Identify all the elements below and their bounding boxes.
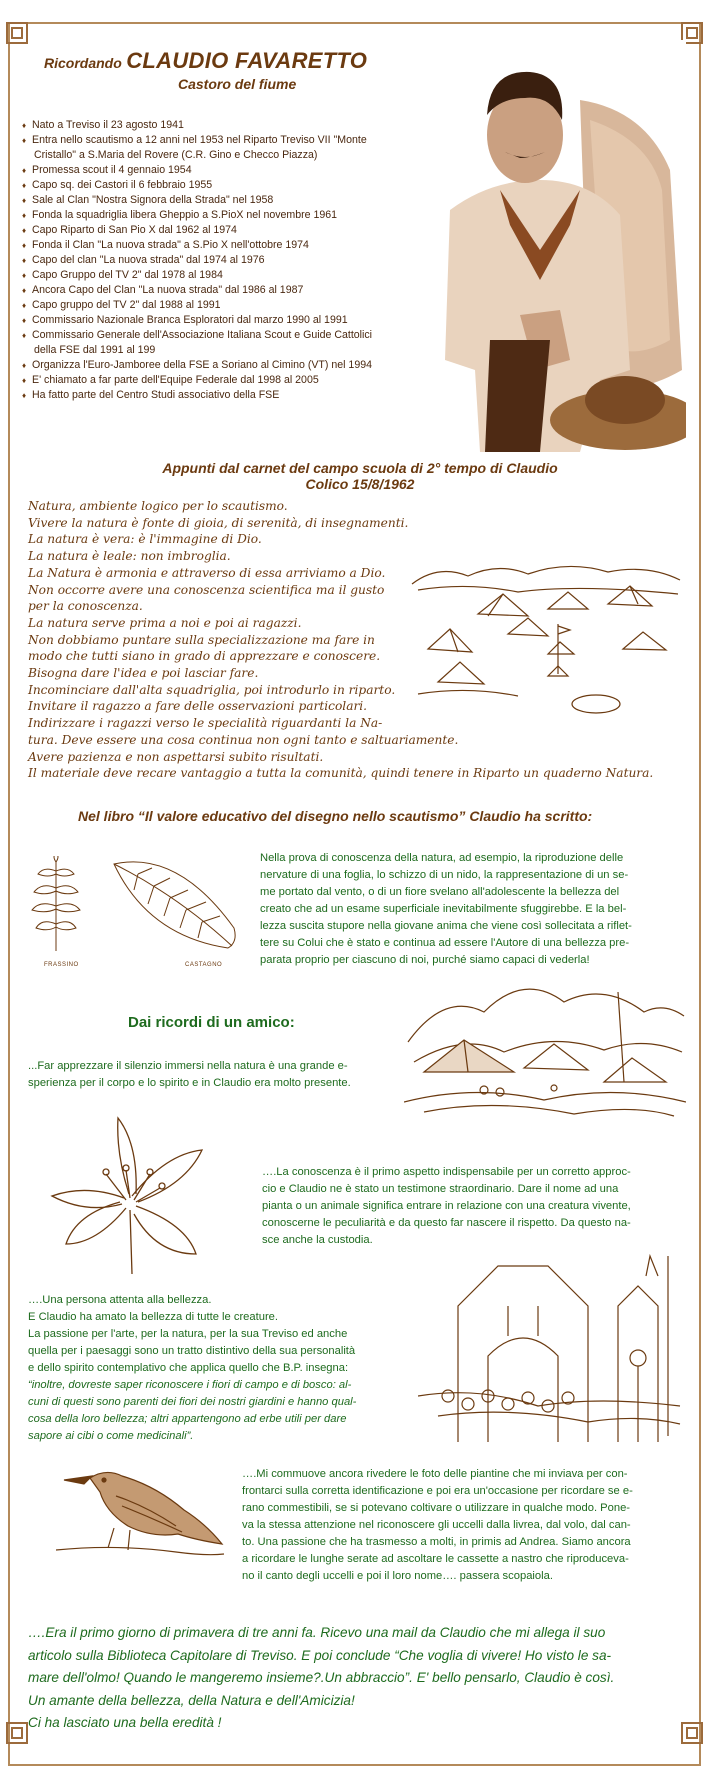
friend-line: sperienza per il corpo e lo spirito e in Claudio era molto presente. xyxy=(28,1077,351,1089)
notes-line: Vivere la natura è fonte di gioia, di serenità, di insegnamenti. xyxy=(28,515,409,530)
friend-line: a ricordare le lunghe serate ad ascoltare le cassette a nastro che riproduceva- xyxy=(242,1553,629,1565)
bp-quote-line: “inoltre, dovreste saper riconoscere i fiori di campo e di bosco: al- xyxy=(28,1379,352,1391)
page-subtitle: Castoro del fiume xyxy=(178,76,297,92)
corner-ornament-bottom-left xyxy=(6,1722,28,1744)
notes-line: La natura è leale: non imbroglia. xyxy=(28,549,231,564)
bp-quote-line: sapore ai cibi o come medicinali”. xyxy=(28,1430,194,1442)
chestnut-leaf-label: CASTAGNO xyxy=(185,962,223,968)
friend-paragraph-3 xyxy=(28,1292,418,1445)
notes-line: tura. Deve essere una cosa continua non ogni tanto e saltuariamente. xyxy=(28,732,459,747)
book-quote-line: tere su Colui che è stato e continua ad essere l'Autore di una bellezza pre- xyxy=(260,937,630,949)
camp-tents-sketch xyxy=(404,972,686,1124)
bio-item-continued: Cristallo" a S.Maria del Rovere (C.R. Gino e Checco Piazza) xyxy=(34,149,318,161)
closing-line: mare dell'olmo! Quando le mangeremo insieme?.Un abbraccio”. E' bello pensarlo, Claudio è così. xyxy=(28,1670,615,1685)
bio-item: ♦ Capo Riparto di San Pio X dal 1962 al 1974 xyxy=(22,223,422,238)
notes-line: Il materiale deve recare vantaggio a tutta la comunità, quindi tenere in Riparto un quaderno Natura. xyxy=(28,766,654,781)
bio-item: ♦ Capo sq. dei Castori il 6 febbraio 1955 xyxy=(22,178,422,193)
title-prefix: Ricordando xyxy=(44,55,122,71)
bio-item: ♦ Nato a Treviso il 23 agosto 1941 xyxy=(22,118,422,133)
book-quote-line: creato che ad un esame superficiale inevitabilmente sfuggirebbe. E la bel- xyxy=(260,903,627,915)
friend-line: va la stessa attenzione nel riconoscere gli uccelli dalla livrea, dal volo, dal can- xyxy=(242,1519,631,1531)
notes-line: per la conoscenza. xyxy=(28,599,143,614)
book-title: Nel libro “Il valore educativo del disegno nello scautismo” Claudio ha scritto: xyxy=(78,808,593,824)
friend-line: quella per i paesaggi sono un tratto distintivo della sua personalità xyxy=(28,1345,356,1357)
book-quote-line: me portato dal vento, o di un fiore svelano all'adolescente la bellezza del xyxy=(260,886,620,898)
friend-line: ….Una persona attenta alla bellezza. xyxy=(28,1294,212,1306)
friend-line: La passione per l'arte, per la natura, per la sua Treviso ed anche xyxy=(28,1328,348,1340)
page-title xyxy=(44,48,367,74)
friend-line: rano commestibili, se si potevano coltivare o utilizzare in qualche modo. Pone- xyxy=(242,1502,631,1514)
bio-list xyxy=(22,118,422,403)
bio-item: ♦ Commissario Generale dell'Associazione Italiana Scout e Guide Cattolici xyxy=(22,328,422,343)
bird-sketch xyxy=(56,1466,226,1562)
friend-line: e dello spirito contemplativo che applica quello che B.P. insegna: xyxy=(28,1362,349,1374)
book-quote xyxy=(260,850,684,969)
notes-line: Avere pazienza e non aspettarsi subito risultati. xyxy=(28,749,324,764)
closing-line: Ci ha lasciato una bella eredità ! xyxy=(28,1715,222,1730)
friend-line: to. Una passione che ha trasmesso a molti, in primis ad Andrea. Siamo ancora xyxy=(242,1536,631,1548)
bio-item: ♦ Fonda la squadriglia libera Gheppio a S.PioX nel novembre 1961 xyxy=(22,208,422,223)
notes-line: Incominciare dall'alta squadriglia, poi introdurlo in riparto. xyxy=(28,682,396,697)
book-quote-line: parata proprio per ciascuno di noi, purché siamo capaci di vederla! xyxy=(260,954,590,966)
notes-line: La natura è vera: è l'immagine di Dio. xyxy=(28,532,262,547)
camp-sketch-illustration xyxy=(408,554,684,724)
bp-quote-line: cuni di questi sono parenti dei fiori dei nostri giardini e hanno qual- xyxy=(28,1396,357,1408)
notes-line: Non dobbiamo puntare sulla specializzazione ma fare in xyxy=(28,632,375,647)
bio-item-continued: della FSE dal 1991 al 199 xyxy=(34,344,156,356)
book-quote-line: lezza suscita stupore nella giovane anima che viene così sollecitata a riflet- xyxy=(260,920,632,932)
notes-line: modo che tutti siano in grado di apprezzare e conoscere. xyxy=(28,649,381,664)
notes-line: Bisogna dare l'idea e poi lasciar fare. xyxy=(28,666,259,681)
notes-line: La Natura è armonia e attraverso di essa arriviamo a Dio. xyxy=(28,565,386,580)
notes-line: Natura, ambiente logico per lo scautismo. xyxy=(28,499,288,513)
notes-line: La natura serve prima a noi e poi ai ragazzi. xyxy=(28,615,302,630)
notes-line: Non occorre avere una conoscenza scientifica ma il gusto xyxy=(28,582,385,597)
chapel-sketch xyxy=(418,1246,682,1448)
friend-line: frontarci sulla corretta identificazione e poi era un'occasione per ricordare se e- xyxy=(242,1485,633,1497)
bio-item: ♦ Ha fatto parte del Centro Studi associativo della FSE xyxy=(22,388,422,403)
bio-item: ♦ Capo gruppo del TV 2" dal 1988 al 1991 xyxy=(22,298,422,313)
friend-line: pianta o un animale significa entrare in relazione con una creatura vivente, xyxy=(262,1200,631,1212)
friend-line: conoscerne le peculiarità e da questo far nascere il rispetto. Da questo na- xyxy=(262,1217,631,1229)
notes-line: Invitare il ragazzo a fare delle osservazioni particolari. xyxy=(28,699,368,714)
book-quote-line: nervature di una foglia, lo schizzo di un nido, la rappresentazione di un se- xyxy=(260,869,629,881)
bio-item: ♦ Fonda il Clan "La nuova strada" a S.Pio X nell'ottobre 1974 xyxy=(22,238,422,253)
portrait-photo xyxy=(430,40,686,452)
friend-paragraph-1 xyxy=(28,1058,398,1092)
bp-quote-line: cosa della loro bellezza; altri appartengono ad erbe utili per dare xyxy=(28,1413,347,1425)
friend-line: cio e Claudio ne è stato un testimone straordinario. Dare il nome ad una xyxy=(262,1183,619,1195)
closing-line: ….Era il primo giorno di primavera di tre anni fa. Ricevo una mail da Claudio che mi allega il suo xyxy=(28,1625,606,1640)
notes-title-line2: Colico 15/8/1962 xyxy=(305,476,415,492)
friend-line: sce anche la custodia. xyxy=(262,1234,373,1246)
closing-line: articolo sulla Biblioteca Capitolare di Treviso. E poi conclude “Che voglia di vivere! Ho visto le sa- xyxy=(28,1647,612,1663)
bio-item: ♦ Capo del clan "La nuova strada" dal 1974 al 1976 xyxy=(22,253,422,268)
notes-title-line1: Appunti dal carnet del campo scuola di 2° tempo di Claudio xyxy=(162,460,558,476)
bio-item: ♦ Commissario Nazionale Branca Esploratori dal marzo 1990 al 1991 xyxy=(22,313,422,328)
notes-line: Indirizzare i ragazzi verso le specialità riguardanti la Na- xyxy=(28,716,383,731)
book-quote-line: Nella prova di conoscenza della natura, ad esempio, la riproduzione delle xyxy=(260,852,624,864)
friend-paragraph-2 xyxy=(262,1164,684,1249)
ash-leaf-label: FRASSINO xyxy=(44,962,79,968)
notes-title xyxy=(140,460,580,492)
bio-item: ♦ Organizza l'Euro-Jamboree della FSE a Soriano al Cimino (VT) nel 1994 xyxy=(22,358,422,373)
flower-sketch xyxy=(46,1114,212,1280)
bio-item: ♦ Sale al Clan "Nostra Signora della Strada" nel 1958 xyxy=(22,193,422,208)
friend-line: ….La conoscenza è il primo aspetto indispensabile per un corretto approc- xyxy=(262,1166,631,1178)
friend-title: Dai ricordi di un amico: xyxy=(128,1014,295,1031)
bio-item: ♦ Entra nello scautismo a 12 anni nel 1953 nel Riparto Treviso VII "Monte xyxy=(22,133,422,148)
closing-paragraph xyxy=(28,1622,688,1735)
closing-line: Un amante della bellezza, della Natura e dell'Amicizia! xyxy=(28,1692,355,1708)
bio-item: ♦ Ancora Capo del Clan "La nuova strada" dal 1986 al 1987 xyxy=(22,283,422,298)
ash-leaf-sketch xyxy=(26,856,86,954)
friend-line: ….Mi commuove ancora rivedere le foto delle piantine che mi inviava per con- xyxy=(242,1468,628,1480)
bio-item: ♦ Capo Gruppo del TV 2" dal 1978 al 1984 xyxy=(22,268,422,283)
friend-line: ...Far apprezzare il silenzio immersi nella natura è una grande e- xyxy=(28,1060,348,1072)
friend-paragraph-4 xyxy=(242,1466,684,1585)
corner-ornament-top-left xyxy=(6,22,28,44)
bio-item: ♦ E' chiamato a far parte dell'Equipe Federale dal 1998 al 2005 xyxy=(22,373,422,388)
friend-line: E Claudio ha amato la bellezza di tutte le creature. xyxy=(28,1311,278,1323)
chestnut-leaf-sketch xyxy=(108,856,244,956)
friend-line: no il canto degli uccelli e poi il loro nome…. passera scopaiola. xyxy=(242,1570,553,1582)
title-name: CLAUDIO FAVARETTO xyxy=(126,48,368,73)
bio-item: ♦ Promessa scout il 4 gennaio 1954 xyxy=(22,163,422,178)
